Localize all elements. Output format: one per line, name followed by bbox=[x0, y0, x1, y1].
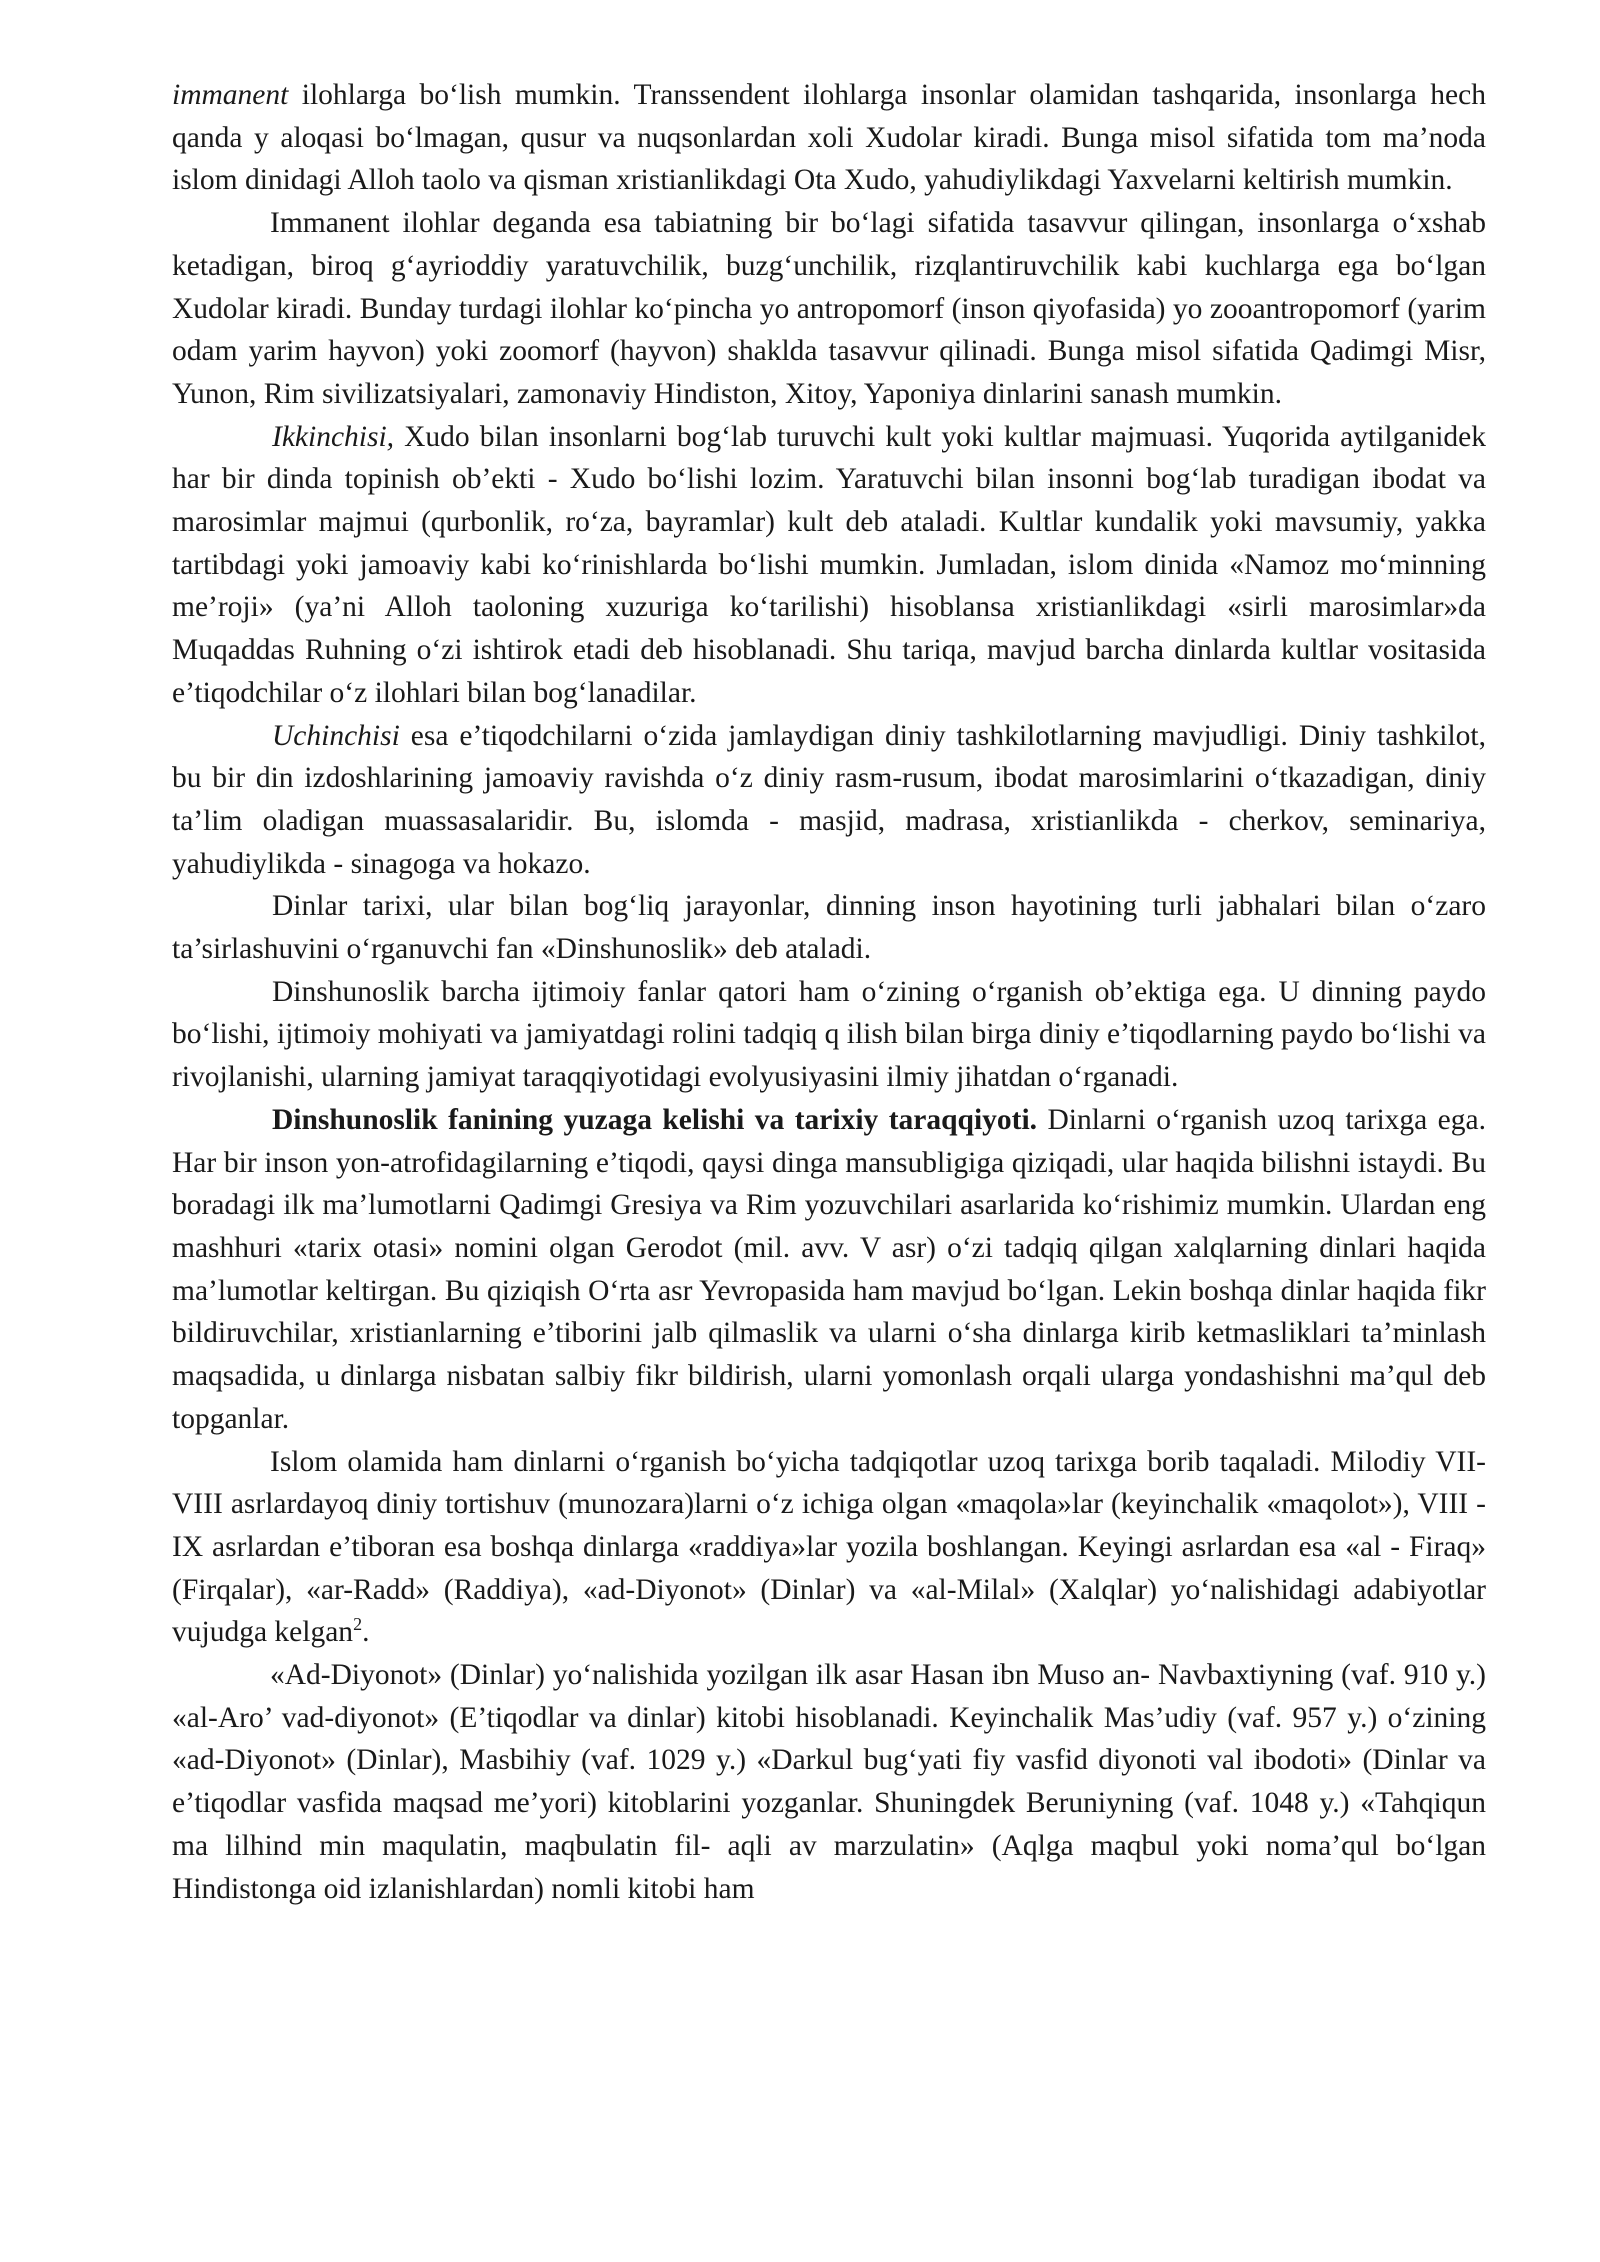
paragraph-3-text: Xudo bilan insonlarni bog‘lab turuvchi kult yoki kultlar majmuasi. Yuqorida aytilganidek har bir dinda topinish ob’ekti - Xudo bo‘lishi lozim. Yaratuvchi bilan insonni bog‘lab turadigan ibodat va marosimlar majmui (qurbonlik, ro‘za, bayramlar) kult deb ataladi. Kultlar kundalik yoki mavsumiy, yakka tartibdagi yoki jamoaviy kabi ko‘rinishlarda bo‘lishi mumkin. Jumladan, islom dinida «Namoz mo‘minning me’roji» (ya’ni Alloh taoloning xuzuriga ko‘tarilishi) hisoblansa xristianlikdagi «sirli marosimlar»da Muqaddas Ruhning o‘zi ishtirok etadi deb hisoblanadi. Shu tariqa, mavjud barcha dinlarda kultlar vositasida e’tiqodchilar o‘z ilohlari bilan bog‘lanadilar. bbox=[172, 420, 1486, 709]
section-heading: Dinshunoslik fanining yuzaga kelishi va tarixiy taraqqiyoti. bbox=[272, 1103, 1038, 1136]
paragraph-9: «Ad-Diyonot» (Dinlar) yo‘nalishida yozilgan ilk asar Hasan ibn Muso an- Navbaxtiyning (vaf. 910 y.) «al-Aro’ vad-diyonot» (E’tiqodlar va dinlar) kitobi hisoblanadi. Keyinchalik Mas’udiy (vaf. 957 y.) o‘zining «ad-Diyonot» (Dinlar), Masbihiy (vaf. 1029 y.) «Darkul bug‘yati fiy vasfid diyonoti val ibodoti» (Dinlar va e’tiqodlar vasfida maqsad me’yori) kitoblarini yozganlar. Shuningdek Beruniyning (vaf. 1048 y.) «Tahqiqun ma lilhind min maqulatin, maqbulatin fil- aqli av marzulatin» (Aqlga maqbul yoki noma’qul bo‘lgan Hindistonga oid izlanishlardan) nomli kitobi ham bbox=[172, 1659, 1486, 1905]
paragraph-3 bbox=[172, 416, 1486, 715]
paragraph-7 bbox=[172, 1099, 1486, 1441]
paragraph-6: Dinshunoslik barcha ijtimoiy fanlar qatori ham o‘zining o‘rganish ob’ektiga ega. U dinning paydo bo‘lishi, ijtimoiy mohiyati va jamiyatdagi rolini tadqiq q ilish bilan birga diniy e’tiqodlarning paydo bo‘lishi va rivojlanishi, ularning jamiyat taraqqiyotidagi evolyusiyasini ilmiy jihatdan o‘rganadi. bbox=[172, 975, 1486, 1094]
italic-term-ikkinchisi: Ikkinchisi, bbox=[272, 420, 395, 453]
paragraph-8-text: Islom olamida ham dinlarni o‘rganish bo‘yicha tadqiqotlar uzoq tarixga borib taqaladi. Milodiy VII-VIII asrlardayoq diniy tortishuv (munozara)larni o‘z ichiga olgan «maqola»lar (keyinchalik «maqolot»), VIII -IX asrlardan e’tiboran esa boshqa dinlarga «raddiya»lar yozila boshlangan. Keyingi asrlardan esa «al - Firaq» (Firqalar), «ar-Radd» (Raddiya), «ad-Diyonot» (Dinlar) va «al-Milal» (Xalqlar) yo‘nalishidagi adabiyotlar vujudga kelgan bbox=[172, 1445, 1486, 1649]
italic-term-uchinchisi: Uchinchisi bbox=[272, 719, 400, 752]
italic-term-immanent: immanent bbox=[172, 79, 289, 111]
paragraph-4-text: esa e’tiqodchilarni o‘zida jamlaydigan diniy tashkilotlarning mavjudligi. Diniy tashkilot, bu bir din izdoshlarining jamoaviy ravishda o‘z diniy rasm-rusum, ibodat marosimlarini o‘tkazadigan, diniy ta’lim oladigan muassasalaridir. Bu, islomda - masjid, madrasa, xristianlikda - cherkov, seminariya, yahudiylikda - sinagoga va hokazo. bbox=[172, 719, 1486, 880]
paragraph-1 bbox=[172, 74, 1486, 202]
paragraph-1-text: ilohlarga bo‘lish mumkin. Transsendent ilohlarga insonlar olamidan tashqarida, insonlarga hech qanda y aloqasi bo‘lmagan, qusur va nuqsonlardan xoli Xudolar kiradi. Bunga misol sifatida tom ma’noda islom dinidagi Alloh taolo va qisman xristianlikdagi Ota Xudo, yahudiylikdagi Yaxvelarni keltirish mumkin. bbox=[172, 79, 1486, 197]
paragraph-8 bbox=[172, 1441, 1486, 1655]
footnote-ref[interactable]: 2 bbox=[353, 1614, 363, 1635]
document-page bbox=[172, 74, 1486, 1910]
paragraph-7-text: Dinlarni o‘rganish uzoq tarixga ega. Har bir inson yon-atrofidagilarning e’tiqodi, qaysi dinga mansubligiga qiziqadi, ular haqida bilishni istaydi. Bu boradagi ilk ma’lumotlarni Qadimgi Gresiya va Rim yozuvchilari asarlarida ko‘rishimiz mumkin. Ulardan eng mashhuri «tarix otasi» nomini olgan Gerodot (mil. avv. V asr) o‘zi tadqiq qilgan xalqlarning dinlari haqida ma’lumotlar keltirgan. Bu qiziqish O‘rta asr Yevropasida ham mavjud bo‘lgan. Lekin boshqa dinlar haqida fikr bildiruvchilar, xristianlarning e’tiborini jalb qilmaslik va ularni o‘sha dinlarga kirib ketmasliklari ta’minlash maqsadida, u dinlarga nisbatan salbiy fikr bildirish, ularni yomonlash orqali ularga yondashishni ma’qul deb topganlar. bbox=[172, 1103, 1486, 1435]
paragraph-5: Dinlar tarixi, ular bilan bog‘liq jarayonlar, dinning inson hayotining turli jabhalari bilan o‘zaro ta’sirlashuvini o‘rganuvchi fan «Dinshunoslik» deb ataladi. bbox=[172, 890, 1486, 966]
paragraph-4 bbox=[172, 715, 1486, 886]
paragraph-8-end: . bbox=[362, 1616, 370, 1649]
paragraph-2: Immanent ilohlar deganda esa tabiatning bir bo‘lagi sifatida tasavvur qilingan, insonlarga o‘xshab ketadigan, biroq g‘ayrioddiy yaratuvchilik, buzg‘unchilik, rizqlantiruvchilik kabi kuchlarga ega bo‘lgan Xudolar kiradi. Bunday turdagi ilohlar ko‘pincha yo antropomorf (inson qiyofasida) yo zooantropomorf (yarim odam yarim hayvon) yoki zoomorf (hayvon) shaklda tasavvur qilinadi. Bunga misol sifatida Qadimgi Misr, Yunon, Rim sivilizatsiyalari, zamonaviy Hindiston, Xitoy, Yaponiya dinlarini sanash mumkin. bbox=[172, 207, 1486, 410]
